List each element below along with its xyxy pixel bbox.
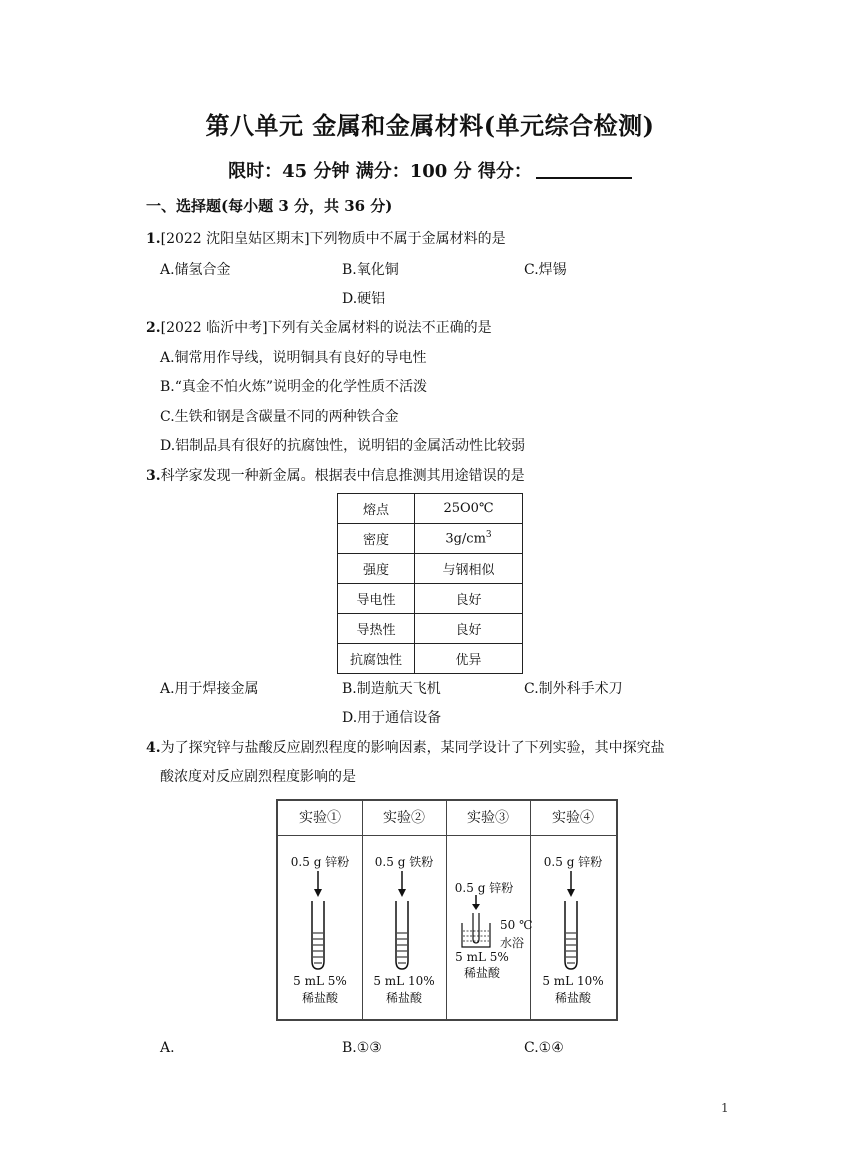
table-row xyxy=(338,494,523,524)
acid-name: 稀盐酸 xyxy=(385,991,422,1005)
question-3 xyxy=(146,465,525,485)
acid-name: 稀盐酸 xyxy=(463,966,500,980)
property-name: 导热性 xyxy=(338,614,415,644)
question-4 xyxy=(146,737,665,757)
q1-option-d[interactable]: D.硬铝 xyxy=(342,291,386,307)
test-tube-icon xyxy=(300,869,340,973)
experiment-header: 实验② xyxy=(362,801,446,836)
property-name: 熔点 xyxy=(338,494,415,524)
acid-name: 稀盐酸 xyxy=(301,991,338,1005)
property-name: 抗腐蚀性 xyxy=(338,644,415,674)
reagent-label: 0.5 g 锌粉 xyxy=(454,881,514,895)
experiment-header: 实验④ xyxy=(530,801,616,836)
table-row xyxy=(338,644,523,674)
property-value: 良好 xyxy=(415,614,523,644)
q1-option-b[interactable]: B.氧化铜 xyxy=(342,262,399,278)
question-text: 为了探究锌与盐酸反应剧烈程度的影响因素，某同学设计了下列实验，其中探究盐 xyxy=(160,740,665,756)
property-value xyxy=(415,524,523,554)
test-tube-icon xyxy=(384,869,424,973)
acid-amount: 5 mL 10% xyxy=(373,974,435,988)
experiment-figure xyxy=(276,799,618,1021)
q3-option-a[interactable]: A.用于焊接金属 xyxy=(160,681,259,697)
acid-amount: 5 mL 5% xyxy=(455,950,509,964)
property-value: 与钢相似 xyxy=(415,554,523,584)
test-tube-icon xyxy=(553,869,593,973)
property-value: 优异 xyxy=(415,644,523,674)
experiment-header: 实验③ xyxy=(446,801,530,836)
property-name: 强度 xyxy=(338,554,415,584)
question-number: 4. xyxy=(146,740,161,756)
q2-option-d[interactable]: D.铝制品具有很好的抗腐蚀性，说明铝的金属活动性比较弱 xyxy=(160,438,526,454)
q4-option-a[interactable]: A. xyxy=(160,1040,175,1056)
exam-info-text: 限时：45 分钟 满分：100 分 得分： xyxy=(228,161,532,182)
experiment-1 xyxy=(278,801,363,1019)
property-name: 密度 xyxy=(338,524,415,554)
exam-info xyxy=(0,157,860,183)
property-value: 良好 xyxy=(415,584,523,614)
q2-option-c[interactable]: C.生铁和钢是含碳量不同的两种铁合金 xyxy=(160,409,399,425)
bath-temperature: 50 ℃ xyxy=(500,918,533,932)
experiment-4 xyxy=(530,801,616,1019)
experiment-header: 实验① xyxy=(278,801,362,836)
acid-amount: 5 mL 5% xyxy=(293,974,347,988)
bath-label: 水浴 xyxy=(500,936,525,950)
question-text: [2022 临沂中考]下列有关金属材料的说法不正确的是 xyxy=(160,320,492,336)
property-value: 25O0℃ xyxy=(415,494,523,524)
acid-name: 稀盐酸 xyxy=(554,991,591,1005)
q3-option-d[interactable]: D.用于通信设备 xyxy=(342,710,442,726)
experiment-3 xyxy=(446,801,531,1019)
reagent-label: 0.5 g 锌粉 xyxy=(543,855,603,869)
q1-option-a[interactable]: A.储氢合金 xyxy=(160,262,231,278)
density-exponent: 3 xyxy=(485,530,492,541)
table-row xyxy=(338,584,523,614)
question-text: [2022 沈阳皇姑区期末]下列物质中不属于金属材料的是 xyxy=(160,231,506,247)
table-row xyxy=(338,614,523,644)
acid-amount: 5 mL 10% xyxy=(542,974,604,988)
q2-option-b[interactable]: B.“真金不怕火炼”说明金的化学性质不活泼 xyxy=(160,379,428,395)
question-4-continued: 酸浓度对反应剧烈程度影响的是 xyxy=(160,769,356,785)
metal-properties-table xyxy=(337,493,523,674)
question-text: 科学家发现一种新金属。根据表中信息推测其用途错误的是 xyxy=(160,468,525,484)
question-number: 3. xyxy=(146,468,161,484)
question-number: 2. xyxy=(146,320,161,336)
density-value: 3g/cm xyxy=(445,531,486,547)
question-2 xyxy=(146,317,492,337)
water-bath-icon xyxy=(456,895,496,951)
score-blank[interactable] xyxy=(536,159,632,179)
q3-option-b[interactable]: B.制造航天飞机 xyxy=(342,681,441,697)
section-heading: 一、选择题(每小题 3 分，共 36 分) xyxy=(146,197,393,215)
page-number: 1 xyxy=(721,1101,729,1115)
table-row xyxy=(338,524,523,554)
page-title: 第八单元 金属和金属材料(单元综合检测) xyxy=(205,111,655,140)
question-1 xyxy=(146,228,506,248)
reagent-label: 0.5 g 锌粉 xyxy=(290,855,350,869)
table-row xyxy=(338,554,523,584)
q4-option-c[interactable]: C.①④ xyxy=(524,1040,564,1056)
question-number: 1. xyxy=(146,231,161,247)
property-name: 导电性 xyxy=(338,584,415,614)
q4-option-b[interactable]: B.①③ xyxy=(342,1040,382,1056)
experiment-2 xyxy=(362,801,447,1019)
q2-option-a[interactable]: A.铜常用作导线，说明铜具有良好的导电性 xyxy=(160,350,427,366)
q3-option-c[interactable]: C.制外科手术刀 xyxy=(524,681,623,697)
q1-option-c[interactable]: C.焊锡 xyxy=(524,262,567,278)
reagent-label: 0.5 g 铁粉 xyxy=(374,855,434,869)
